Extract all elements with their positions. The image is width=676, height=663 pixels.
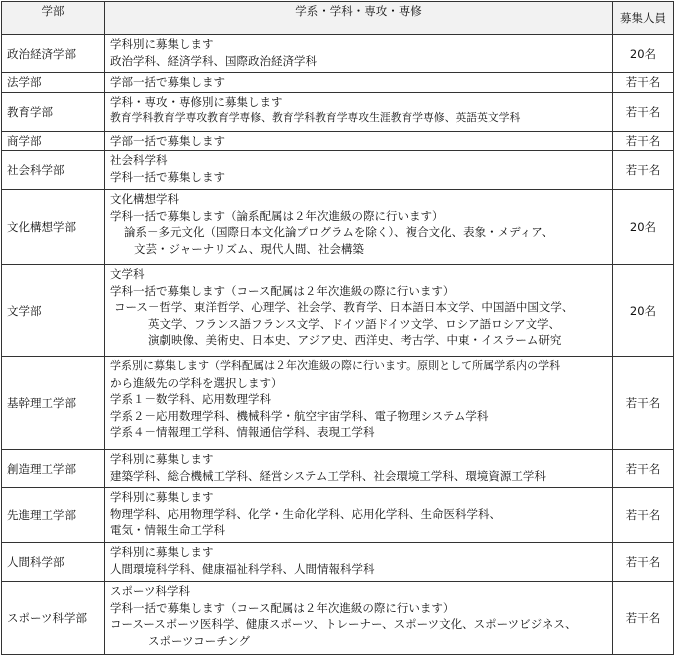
department-line: 学科別に募集します <box>110 452 214 466</box>
capacity-cell: 若干名 <box>613 450 674 488</box>
faculty-cell: 文学部 <box>2 265 105 357</box>
capacity-cell: 若干名 <box>613 357 674 450</box>
department-line: 物理学科、応用物理学科、化学・生命化学科、応用化学科、生命医科学科、 <box>110 506 501 521</box>
department-line: コースースポーツ医科学、健康スポーツ、トレーナー、スポーツ文化、スポーツビジネス、 <box>110 617 577 631</box>
department-line: 学系２－応用数理学科、機械科学・航空宇宙学科、電子物理システム学科 <box>110 408 489 423</box>
department-cell <box>105 488 613 543</box>
header-row <box>2 2 674 35</box>
table-row <box>2 92 674 131</box>
table-row <box>2 450 674 488</box>
department-line: 電気・情報生命工学科 <box>110 523 225 537</box>
department-cell <box>105 131 613 151</box>
capacity-cell: 20名 <box>613 265 674 357</box>
table-row <box>2 488 674 543</box>
department-cell <box>105 73 613 93</box>
table-row <box>2 543 674 582</box>
department-cell <box>105 450 613 488</box>
department-line: 学科一括で募集します（コース配属は２年次進級の際に行います） <box>110 600 455 615</box>
department-line: 英文学、フランス語フランス文学、ドイツ語ドイツ文学、ロシア語ロシア文学、 <box>148 316 561 331</box>
table-row <box>2 151 674 190</box>
department-line: 学科一括で募集します（論系配属は２年次進級の際に行います） <box>110 208 444 223</box>
faculty-cell: 教育学部 <box>2 92 105 131</box>
department-line: 学科一括で募集します（コース配属は２年次進級の際に行います） <box>110 283 455 298</box>
department-cell <box>105 151 613 190</box>
capacity-cell: 20名 <box>613 190 674 265</box>
capacity-cell: 若干名 <box>613 488 674 543</box>
capacity-cell: 若干名 <box>613 73 674 93</box>
department-line: 演劇映像、美術史、日本史、アジア史、西洋史、考古学、中東・イスラーム研究 <box>148 333 562 347</box>
department-line: 学系１－数学科、応用数理学科 <box>110 392 271 406</box>
department-cell <box>105 92 613 131</box>
department-line: コース－哲学、東洋哲学、心理学、社会学、教育学、日本語日本文学、中国語中国文学、 <box>114 300 574 314</box>
department-cell <box>105 265 613 357</box>
faculty-cell: 基幹理工学部 <box>2 357 105 450</box>
department-line: 学部一括で募集します <box>110 75 225 89</box>
header-faculty: 学部 <box>2 2 105 35</box>
department-line: スポーツ科学科 <box>110 584 191 598</box>
header-capacity: 募集人員 <box>613 2 674 35</box>
department-line: 学部一括で募集します <box>110 133 225 148</box>
faculty-cell: 社会科学部 <box>2 151 105 190</box>
table-row <box>2 131 674 151</box>
faculty-cell: 先進理工学部 <box>2 488 105 543</box>
table-row <box>2 190 674 265</box>
capacity-cell: 若干名 <box>613 543 674 582</box>
department-line: 建築学科、総合機械工学科、経営システム工学科、社会環境工学科、環境資源工学科 <box>110 468 546 483</box>
department-cell <box>105 190 613 265</box>
faculty-cell: 人間科学部 <box>2 543 105 582</box>
department-line: 社会科学科 <box>110 153 168 167</box>
department-line: スポーツコーチング <box>148 633 251 648</box>
department-line: 文芸・ジャーナリズム、現代人間、社会構築 <box>134 241 364 256</box>
department-line: 文化構想学科 <box>110 192 179 206</box>
header-department: 学系・学科・専攻・専修 <box>105 2 613 35</box>
department-line: 学系別に募集します（学科配属は２年次進級の際に行います。原則として所属学系内の学科 <box>110 359 561 372</box>
department-line: 文学科 <box>110 267 145 281</box>
capacity-cell: 若干名 <box>613 151 674 190</box>
table-row <box>2 357 674 450</box>
faculty-cell: スポーツ科学部 <box>2 582 105 655</box>
faculty-cell: 創造理工学部 <box>2 450 105 488</box>
table-row <box>2 582 674 655</box>
department-line: 学系４－情報理工学科、情報通信学科、表現工学科 <box>110 425 375 439</box>
department-line: 政治学科、経済学科、国際政治経済学科 <box>110 53 317 68</box>
table-row <box>2 35 674 73</box>
capacity-cell: 若干名 <box>613 131 674 151</box>
department-line: 学科別に募集します <box>110 37 214 51</box>
capacity-cell: 20名 <box>613 35 674 73</box>
table-row <box>2 73 674 93</box>
faculty-cell: 法学部 <box>2 73 105 93</box>
department-line: 学科別に募集します <box>110 545 214 559</box>
capacity-cell: 若干名 <box>613 582 674 655</box>
department-line: 論系－多元文化（国際日本文化論プログラムを除く）、複合文化、表象・メディア、 <box>124 225 554 239</box>
department-cell <box>105 357 613 450</box>
faculty-cell: 政治経済学部 <box>2 35 105 73</box>
capacity-cell: 若干名 <box>613 92 674 131</box>
faculty-cell: 文化構想学部 <box>2 190 105 265</box>
department-line: 人間環境科学科、健康福祉科学科、人間情報科学科 <box>110 561 375 576</box>
department-line: から進級先の学科を選択します） <box>110 375 283 390</box>
department-cell <box>105 35 613 73</box>
department-line: 学科・専攻・専修別に募集します <box>110 94 283 109</box>
recruitment-table <box>1 1 674 655</box>
department-cell <box>105 543 613 582</box>
department-line: 教育学科教育学専攻教育学専修、教育学科教育学専攻生涯教育学専修、英語英文学科 <box>110 111 521 124</box>
table-row <box>2 265 674 357</box>
faculty-cell: 商学部 <box>2 131 105 151</box>
department-cell <box>105 582 613 655</box>
department-line: 学科一括で募集します <box>110 169 225 184</box>
department-line: 学科別に募集します <box>110 490 214 504</box>
